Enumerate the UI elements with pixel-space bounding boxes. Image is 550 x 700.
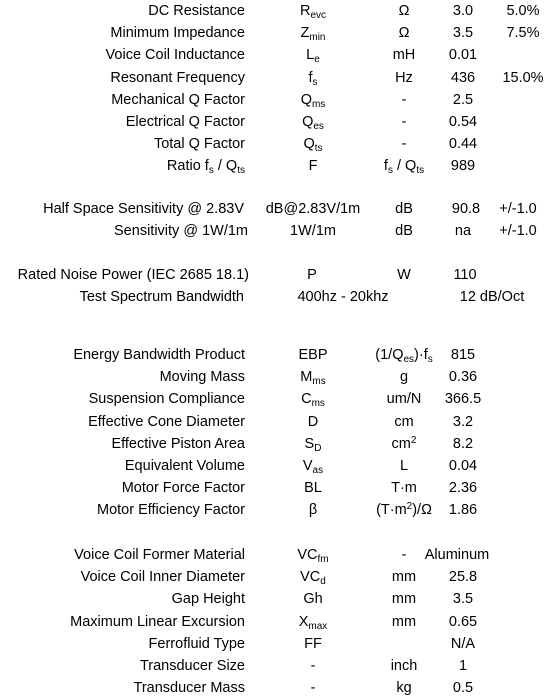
value-text: 366.5 bbox=[444, 391, 482, 408]
symbol-text: VC bbox=[300, 569, 321, 586]
symbol-text: dB@2.83V/1m bbox=[265, 201, 361, 217]
value-text: 0.65 bbox=[448, 613, 478, 630]
parameter-unit bbox=[392, 611, 416, 633]
parameter-unit bbox=[391, 655, 418, 677]
parameter-value bbox=[449, 44, 477, 66]
spec-row bbox=[0, 499, 550, 521]
parameter-unit bbox=[400, 366, 408, 388]
symbol-text: Z bbox=[300, 25, 310, 42]
parameter-symbol bbox=[300, 366, 325, 388]
parameter-name-text: Ratio f bbox=[166, 158, 209, 175]
symbol-subscript: fm bbox=[317, 554, 329, 565]
symbol-text: FF bbox=[304, 635, 322, 652]
parameter-name bbox=[167, 155, 245, 177]
parameter-symbol bbox=[299, 611, 328, 633]
parameter-name-text: Half Space Sensitivity @ 2.83V bbox=[43, 201, 244, 217]
unit-text: mm bbox=[391, 591, 417, 608]
parameter-symbol bbox=[301, 388, 325, 410]
unit-text: Ω bbox=[398, 3, 410, 19]
parameter-value bbox=[453, 588, 473, 610]
value-text: 1 bbox=[458, 658, 468, 674]
symbol-subscript: d bbox=[320, 576, 326, 588]
parameter-value bbox=[449, 133, 477, 155]
parameter-value bbox=[449, 611, 477, 633]
spec-row bbox=[0, 286, 550, 308]
unit-text: Ω bbox=[398, 25, 410, 42]
symbol-text: Q bbox=[300, 91, 312, 108]
value-text: 3.2 bbox=[452, 413, 474, 430]
spec-row bbox=[0, 611, 550, 633]
parameter-symbol bbox=[311, 677, 316, 699]
spec-row bbox=[0, 633, 550, 655]
unit-text: - bbox=[401, 114, 407, 130]
symbol-text: R bbox=[299, 3, 311, 19]
parameter-name-subscript: ts bbox=[237, 165, 245, 177]
parameter-name bbox=[134, 677, 245, 699]
unit-text: T·m bbox=[391, 480, 417, 497]
parameter-name-text: Sensitivity @ 1W/1m bbox=[114, 223, 248, 240]
parameter-value bbox=[451, 155, 475, 177]
parameter-symbol bbox=[300, 566, 326, 588]
parameter-name bbox=[81, 566, 245, 588]
spec-row bbox=[0, 264, 550, 286]
parameter-tolerance bbox=[499, 220, 536, 242]
unit-text: dB bbox=[395, 201, 413, 217]
spec-row bbox=[0, 455, 550, 477]
unit-text: dB bbox=[395, 223, 413, 240]
parameter-name-text: Ferrofluid Type bbox=[148, 635, 245, 652]
parameter-unit bbox=[399, 22, 410, 44]
parameter-name bbox=[126, 111, 245, 133]
parameter-name-text: Mechanical Q Factor bbox=[111, 91, 245, 108]
parameter-value bbox=[451, 67, 475, 89]
parameter-unit bbox=[402, 544, 407, 566]
unit-subscript: s bbox=[427, 354, 433, 365]
parameter-symbol bbox=[304, 633, 322, 655]
unit-text: - bbox=[401, 91, 407, 108]
spec-row bbox=[0, 477, 550, 499]
parameter-name bbox=[111, 89, 245, 111]
parameter-symbol bbox=[307, 264, 317, 286]
value-text: 1.86 bbox=[448, 502, 478, 519]
symbol-text: 1W/1m bbox=[290, 223, 336, 240]
parameter-symbol bbox=[297, 544, 328, 566]
symbol-text: M bbox=[300, 369, 313, 386]
parameter-unit bbox=[393, 44, 416, 66]
spec-row bbox=[0, 220, 550, 242]
symbol-subscript: min bbox=[309, 32, 326, 44]
tolerance-text: 15.0% bbox=[502, 69, 544, 86]
parameter-name-text: Test Spectrum Bandwidth bbox=[79, 289, 244, 306]
unit-tail: / Q bbox=[392, 158, 417, 175]
spec-row bbox=[0, 544, 550, 566]
parameter-name-text: Moving Mass bbox=[159, 369, 245, 386]
value-text: N/A bbox=[450, 635, 476, 652]
unit-text: mm bbox=[391, 569, 417, 586]
parameter-symbol bbox=[303, 588, 322, 610]
parameter-symbol bbox=[309, 155, 318, 177]
value-text: 90.8 bbox=[451, 201, 481, 217]
parameter-name-text: Equivalent Volume bbox=[124, 458, 245, 474]
symbol-subscript: s bbox=[312, 76, 318, 88]
parameter-symbol bbox=[300, 0, 326, 22]
unit-superscript: 2 bbox=[410, 434, 417, 446]
parameter-name-text: Rated Noise Power (IEC 2685 18.1) bbox=[17, 267, 249, 283]
unit-text: f bbox=[383, 158, 388, 175]
parameter-name-text: Resonant Frequency bbox=[110, 69, 245, 86]
spec-row bbox=[0, 111, 550, 133]
symbol-text: C bbox=[301, 391, 312, 408]
parameter-unit bbox=[375, 344, 432, 366]
value-text: 0.01 bbox=[448, 47, 478, 64]
parameter-symbol bbox=[297, 286, 388, 308]
value-text: 2.36 bbox=[448, 480, 478, 497]
parameter-name bbox=[148, 0, 245, 22]
parameter-name bbox=[125, 455, 245, 477]
value-text: 0.44 bbox=[448, 136, 478, 153]
parameter-name-text: Motor Efficiency Factor bbox=[96, 502, 245, 519]
parameter-symbol bbox=[303, 133, 322, 155]
unit-text: inch bbox=[390, 658, 418, 674]
symbol-subscript: evc bbox=[310, 10, 327, 21]
spec-row bbox=[0, 411, 550, 433]
tolerance-text: 5.0% bbox=[506, 3, 540, 19]
symbol-text: - bbox=[310, 680, 316, 697]
parameter-name-text: Voice Coil Inner Diameter bbox=[80, 569, 245, 586]
parameter-name bbox=[110, 22, 245, 44]
parameter-symbol bbox=[309, 499, 317, 521]
parameter-name bbox=[106, 44, 245, 66]
spec-row bbox=[0, 588, 550, 610]
value-text: 3.5 bbox=[452, 591, 474, 608]
spec-row bbox=[0, 198, 550, 220]
tolerance-text: +/-1.0 bbox=[499, 201, 537, 217]
symbol-text: F bbox=[308, 158, 318, 175]
symbol-text: Q bbox=[303, 136, 315, 153]
unit-text: g bbox=[399, 369, 409, 386]
parameter-value bbox=[425, 544, 489, 566]
unit-subscript: ts bbox=[416, 165, 425, 177]
value-text: 12 dB/Oct bbox=[459, 289, 525, 306]
parameter-value bbox=[449, 499, 477, 521]
symbol-text: Q bbox=[302, 114, 314, 130]
unit-superscript: 2 bbox=[406, 501, 413, 513]
parameter-tolerance bbox=[502, 67, 543, 89]
parameter-value bbox=[451, 633, 475, 655]
parameter-name bbox=[70, 611, 245, 633]
parameter-unit bbox=[392, 566, 416, 588]
parameter-unit bbox=[394, 411, 413, 433]
unit-tail: )/Ω bbox=[412, 502, 432, 519]
symbol-text: X bbox=[298, 613, 309, 630]
parameter-symbol bbox=[301, 22, 326, 44]
parameter-symbol bbox=[303, 455, 323, 477]
unit-tail: )·f bbox=[414, 347, 428, 363]
parameter-name-text: DC Resistance bbox=[148, 3, 245, 19]
symbol-subscript: max bbox=[308, 620, 328, 632]
parameter-unit bbox=[402, 133, 407, 155]
parameter-name bbox=[97, 499, 245, 521]
symbol-subscript: ms bbox=[311, 398, 325, 410]
parameter-name bbox=[43, 198, 244, 220]
parameter-value bbox=[460, 286, 524, 308]
value-text: 0.5 bbox=[452, 680, 474, 697]
parameter-symbol bbox=[266, 198, 361, 220]
symbol-text: BL bbox=[304, 480, 322, 497]
symbol-text: EBP bbox=[298, 347, 328, 363]
spec-row bbox=[0, 44, 550, 66]
unit-text: W bbox=[397, 267, 411, 283]
unit-text: (T·m bbox=[376, 502, 407, 519]
symbol-text: S bbox=[304, 435, 315, 452]
unit-text: L bbox=[399, 458, 409, 474]
symbol-text: - bbox=[310, 658, 316, 674]
unit-text: um/N bbox=[386, 391, 422, 408]
symbol-text: β bbox=[308, 502, 318, 519]
parameter-unit bbox=[392, 588, 416, 610]
parameter-unit bbox=[387, 388, 422, 410]
parameter-value bbox=[451, 344, 475, 366]
spec-row bbox=[0, 433, 550, 455]
parameter-name-text: Energy Bandwidth Product bbox=[73, 347, 245, 363]
symbol-subscript: e bbox=[314, 54, 320, 66]
symbol-text: D bbox=[307, 413, 319, 430]
parameter-unit bbox=[391, 477, 417, 499]
spec-row bbox=[0, 89, 550, 111]
parameter-value bbox=[453, 433, 473, 455]
symbol-text: V bbox=[302, 458, 313, 474]
unit-subscript: s bbox=[387, 165, 393, 177]
parameter-symbol bbox=[290, 220, 336, 242]
symbol-text: f bbox=[308, 69, 313, 86]
value-text: 0.36 bbox=[448, 369, 478, 386]
parameter-name-text: Voice Coil Inductance bbox=[105, 47, 245, 64]
tolerance-text: +/-1.0 bbox=[499, 223, 537, 240]
symbol-text: L bbox=[306, 47, 315, 64]
parameter-tolerance bbox=[506, 22, 539, 44]
parameter-name bbox=[122, 477, 245, 499]
parameter-name bbox=[73, 344, 245, 366]
parameter-name bbox=[110, 67, 245, 89]
parameter-value bbox=[449, 455, 477, 477]
unit-text: mm bbox=[391, 613, 417, 630]
parameter-name bbox=[149, 633, 245, 655]
parameter-name bbox=[88, 411, 245, 433]
parameter-symbol bbox=[311, 655, 316, 677]
parameter-name-text: Gap Height bbox=[171, 591, 245, 608]
parameter-symbol bbox=[304, 477, 322, 499]
symbol-subscript: D bbox=[314, 442, 322, 454]
parameter-value bbox=[449, 111, 477, 133]
parameter-unit bbox=[396, 677, 411, 699]
parameter-symbol bbox=[301, 89, 326, 111]
unit-text: (1/Q bbox=[375, 347, 404, 363]
parameter-name bbox=[160, 366, 245, 388]
parameter-value bbox=[453, 89, 473, 111]
parameter-value bbox=[453, 411, 473, 433]
parameter-name-text: Effective Cone Diameter bbox=[88, 413, 245, 430]
parameter-symbol bbox=[306, 44, 320, 66]
spec-row bbox=[0, 155, 550, 177]
parameter-name bbox=[140, 655, 245, 677]
value-text: 3.5 bbox=[452, 25, 474, 42]
parameter-unit bbox=[376, 499, 432, 521]
symbol-subscript: ts bbox=[314, 143, 323, 155]
spec-row bbox=[0, 655, 550, 677]
spec-row bbox=[0, 344, 550, 366]
parameter-unit bbox=[395, 67, 413, 89]
parameter-unit bbox=[384, 155, 424, 177]
parameter-name bbox=[172, 588, 245, 610]
symbol-subscript: ms bbox=[311, 98, 326, 110]
unit-text: - bbox=[401, 547, 407, 563]
parameter-value bbox=[453, 0, 473, 22]
parameter-name-text: Minimum Impedance bbox=[110, 25, 245, 42]
spec-row bbox=[0, 22, 550, 44]
value-text: 25.8 bbox=[448, 569, 478, 586]
spec-row bbox=[0, 388, 550, 410]
parameter-value bbox=[453, 22, 473, 44]
spec-row bbox=[0, 0, 550, 22]
value-text: 0.54 bbox=[448, 114, 478, 130]
parameter-unit bbox=[402, 89, 407, 111]
unit-subscript: es bbox=[403, 354, 415, 365]
parameter-value bbox=[453, 264, 476, 286]
spec-row bbox=[0, 133, 550, 155]
unit-text: cm bbox=[394, 413, 414, 430]
value-text: 0.04 bbox=[448, 458, 478, 474]
parameter-name bbox=[18, 264, 249, 286]
parameter-value bbox=[455, 220, 471, 242]
parameter-name-text: Maximum Linear Excursion bbox=[70, 613, 245, 630]
parameter-unit bbox=[400, 455, 408, 477]
value-text: Aluminum bbox=[424, 547, 490, 563]
parameter-tolerance bbox=[506, 0, 539, 22]
unit-text: mH bbox=[392, 47, 416, 64]
parameter-unit bbox=[399, 0, 410, 22]
parameter-name bbox=[154, 133, 245, 155]
symbol-text: VC bbox=[297, 547, 318, 563]
value-text: 2.5 bbox=[452, 91, 474, 108]
parameter-symbol bbox=[308, 67, 317, 89]
tolerance-text: 7.5% bbox=[506, 25, 540, 42]
parameter-value bbox=[449, 477, 477, 499]
parameter-name bbox=[74, 544, 245, 566]
parameter-symbol bbox=[302, 111, 324, 133]
parameter-unit bbox=[397, 264, 411, 286]
spec-row bbox=[0, 677, 550, 699]
value-text: na bbox=[454, 223, 472, 240]
parameter-name-tail: / Q bbox=[213, 158, 238, 175]
value-text: 110 bbox=[453, 267, 477, 283]
unit-text: cm bbox=[391, 435, 411, 452]
unit-text: - bbox=[401, 136, 407, 153]
parameter-name bbox=[89, 388, 245, 410]
parameter-symbol bbox=[305, 433, 322, 455]
symbol-text: P bbox=[307, 267, 317, 283]
parameter-name bbox=[80, 286, 244, 308]
value-text: 815 bbox=[450, 347, 476, 363]
value-text: 3.0 bbox=[452, 3, 474, 19]
value-text: 436 bbox=[450, 69, 476, 86]
symbol-text: 400hz - 20khz bbox=[297, 289, 389, 306]
parameter-name-text: Transducer Size bbox=[139, 658, 245, 674]
symbol-subscript: as bbox=[312, 465, 324, 476]
parameter-value bbox=[453, 677, 473, 699]
parameter-name-text: Motor Force Factor bbox=[121, 480, 245, 497]
value-text: 989 bbox=[450, 158, 476, 175]
parameter-symbol bbox=[308, 411, 318, 433]
value-text: 8.2 bbox=[452, 435, 474, 452]
parameter-name-text: Total Q Factor bbox=[153, 136, 245, 153]
spec-row bbox=[0, 67, 550, 89]
parameter-unit bbox=[395, 198, 413, 220]
symbol-subscript: es bbox=[313, 121, 324, 132]
parameter-name bbox=[111, 433, 245, 455]
symbol-text: Gh bbox=[303, 591, 323, 608]
spec-row bbox=[0, 366, 550, 388]
unit-text: kg bbox=[396, 680, 412, 697]
spec-row bbox=[0, 566, 550, 588]
parameter-value bbox=[452, 198, 480, 220]
parameter-value bbox=[449, 566, 477, 588]
parameter-name bbox=[114, 220, 248, 242]
parameter-name-text: Electrical Q Factor bbox=[125, 114, 245, 130]
parameter-tolerance bbox=[499, 198, 536, 220]
parameter-unit bbox=[392, 433, 417, 455]
symbol-subscript: ms bbox=[312, 376, 326, 388]
parameter-unit bbox=[402, 111, 407, 133]
parameter-value bbox=[459, 655, 467, 677]
parameter-unit bbox=[395, 220, 413, 242]
parameter-name-text: Voice Coil Former Material bbox=[74, 547, 245, 563]
unit-text: Hz bbox=[395, 69, 413, 86]
parameter-value bbox=[445, 388, 481, 410]
parameter-name-subscript: s bbox=[208, 165, 214, 177]
parameter-value bbox=[449, 366, 477, 388]
parameter-name-text: Effective Piston Area bbox=[111, 435, 245, 452]
parameter-name-text: Suspension Compliance bbox=[88, 391, 245, 408]
parameter-symbol bbox=[298, 344, 327, 366]
parameter-name-text: Transducer Mass bbox=[133, 680, 245, 697]
